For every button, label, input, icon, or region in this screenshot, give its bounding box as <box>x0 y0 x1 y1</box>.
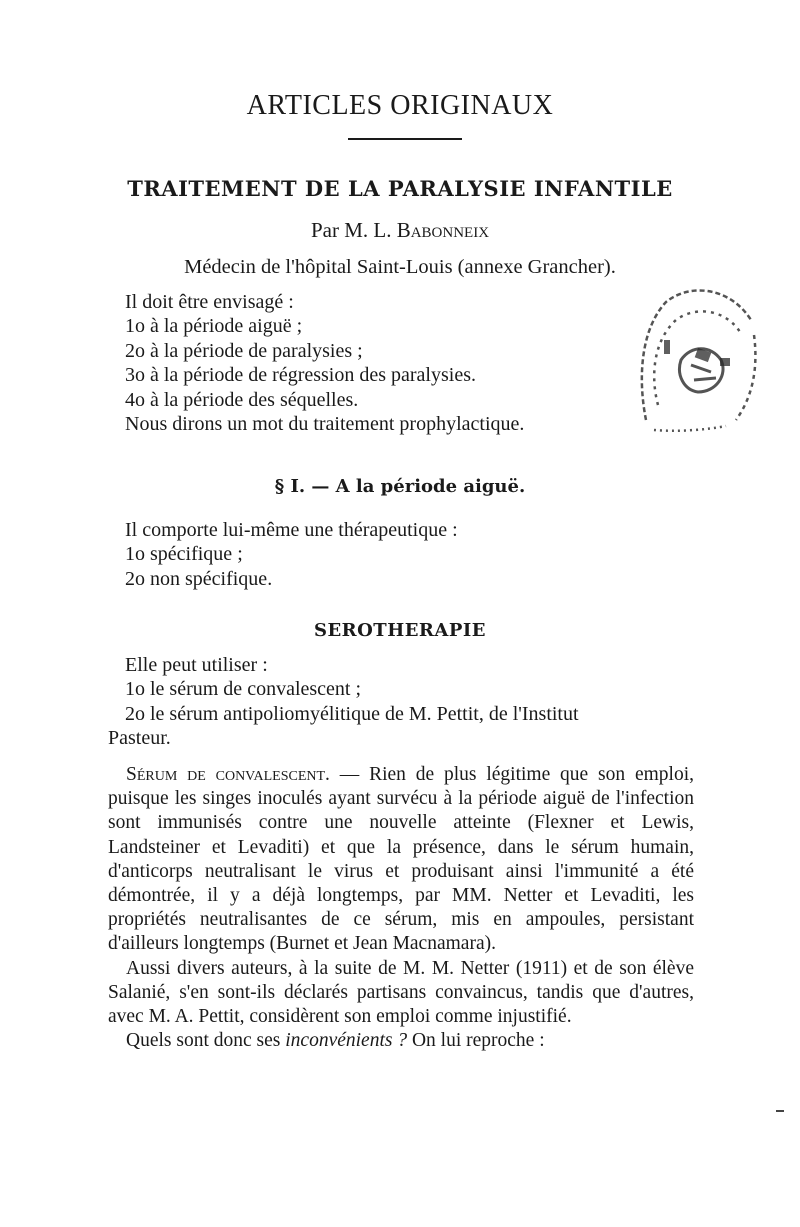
serotherapie-heading: SEROTHERAPIE <box>313 620 487 641</box>
therapy-line: Il comporte lui-même une thérapeutique : <box>125 519 458 541</box>
author-affiliation: Médecin de l'hôpital Saint-Louis (annexe Grancher). <box>184 256 616 278</box>
article-title: TRAITEMENT DE LA PARALYSIE INFANTILE <box>127 176 673 201</box>
title-rule <box>348 138 462 140</box>
author-prefix: Par M. L. <box>310 218 397 242</box>
serum-line: Elle peut utiliser : <box>125 654 268 676</box>
section-heading-text: A la période aiguë. <box>335 476 526 497</box>
emphasis-text: inconvénients ? <box>285 1030 408 1052</box>
author-name: Babonneix <box>396 218 490 242</box>
paragraph-inconvenients <box>108 1029 694 1053</box>
paragraph-serum-convalescent <box>108 763 694 957</box>
intro-line: Nous dirons un mot du traitement prophylactique. <box>125 413 525 436</box>
intro-line: 3o à la période de régression des paralysies. <box>125 364 476 387</box>
section-number: § I. — <box>274 476 336 497</box>
serum-line: 1o le sérum de convalescent ; <box>125 678 362 701</box>
paragraph-text: On lui reproche : <box>407 1030 545 1052</box>
paragraph-text: Quels sont donc ses <box>126 1030 286 1052</box>
serum-line: Pasteur. <box>108 727 171 750</box>
therapy-line: 1o spécifique ; <box>125 543 243 566</box>
intro-list <box>125 290 650 436</box>
therapy-list <box>125 518 650 591</box>
faculty-library-stamp-icon <box>636 280 758 432</box>
paragraph-text: — Rien de plus légitime que son emploi, puisque les singes inoculés ayant survécu à la période aiguë de l'infection sont immunisés contre une nouvelle atteinte (Flexner et Lewis, Landsteiner et Levaditi) et que la présence, dans le sérum humain, d'anticorps neutralisant le virus et produisant ainsi l'immunité a été démontrée, il y a déjà longtemps, par MM. Netter et Levaditi, les propriétés neutralisantes de ce sérum, mis en ampoules, persistant d'ailleurs longtemps (Burnet et Jean Macnamara). <box>108 764 695 955</box>
serotherapie-list <box>108 653 715 751</box>
section-heading-aigue <box>0 476 800 497</box>
intro-line: 2o à la période de paralysies ; <box>125 339 363 362</box>
paragraph-auteurs: Aussi divers auteurs, à la suite de M. M. Netter (1911) et de son élève Salanié, s'en sont-ils déclarés partisans convaincus, tandis que d'autres, avec M. A. Pettit, considèrent son emploi comme injustifié. <box>108 957 694 1028</box>
paragraph-lead: Sérum de convalescent. <box>126 764 330 785</box>
serum-line: 2o le sérum antipoliomyélitique de M. Pettit, de l'Institut <box>125 702 579 725</box>
intro-line: 1o à la période aiguë ; <box>125 315 303 338</box>
intro-line: 4o à la période des séquelles. <box>125 388 359 411</box>
intro-line: Il doit être envisagé : <box>125 291 294 313</box>
body-text <box>108 763 694 1053</box>
page-mark <box>776 1110 784 1112</box>
author-line <box>0 218 800 243</box>
section-title: ARTICLES ORIGINAUX <box>246 90 554 121</box>
therapy-line: 2o non spécifique. <box>125 567 273 590</box>
